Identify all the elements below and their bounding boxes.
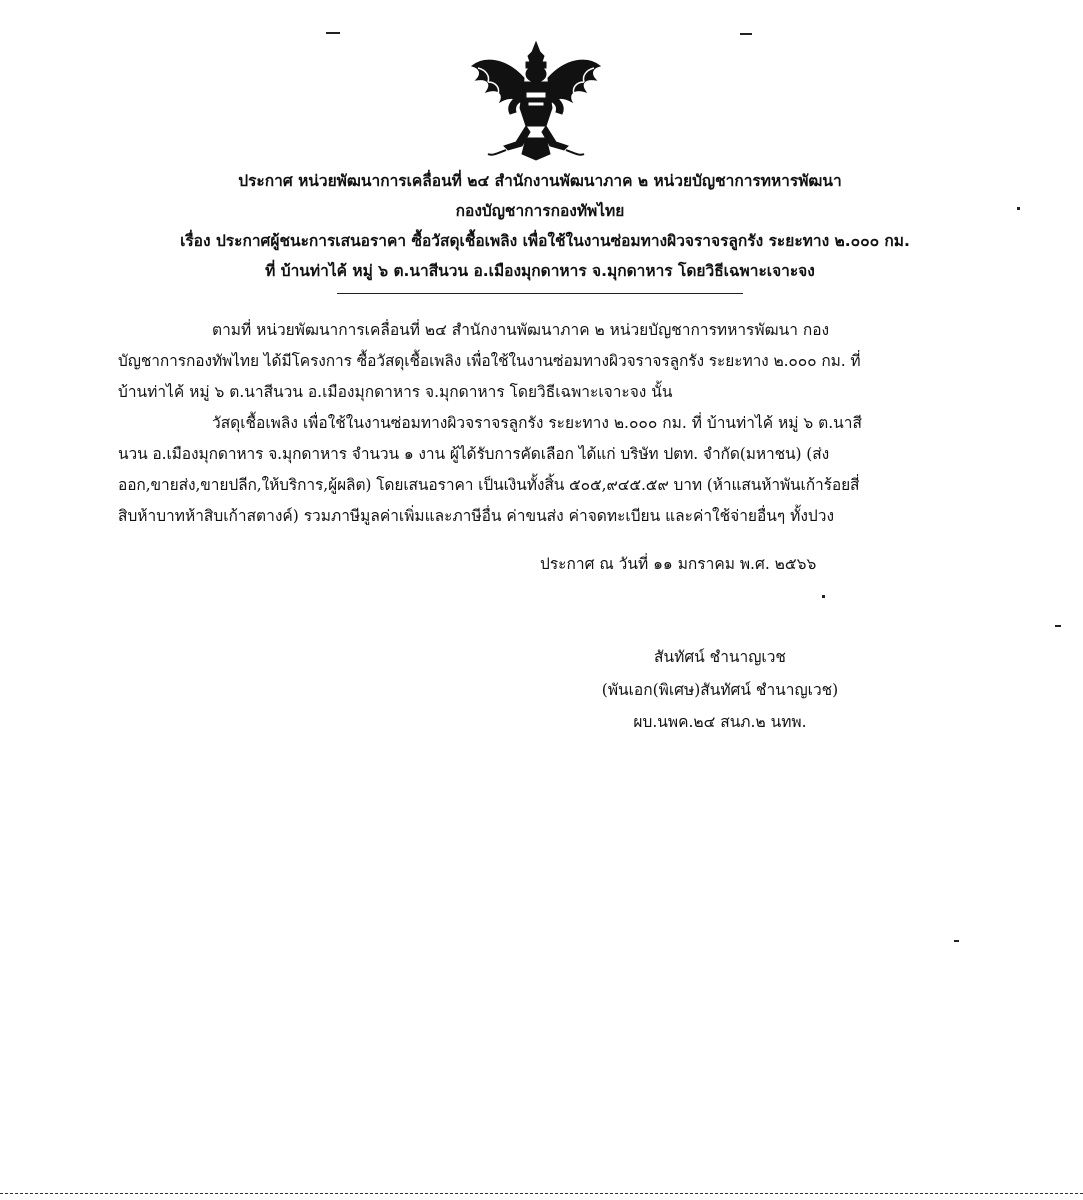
header-divider — [337, 293, 743, 294]
header-line-1: ประกาศ หน่วยพัฒนาการเคลื่อนที่ ๒๔ สำนักงานพัฒนาภาค ๒ หน่วยบัญชาการทหารพัฒนา — [238, 172, 842, 190]
scan-speck — [822, 595, 825, 598]
paragraph-line: วัสดุเชื้อเพลิง เพื่อใช้ในงานซ่อมทางผิวจราจรลูกรัง ระยะทาง ๒.๐๐๐ กม. ที่ บ้านท่าไค้ หมู่ ๖ ต.นาสี — [212, 414, 862, 432]
paragraph-line: ตามที่ หน่วยพัฒนาการเคลื่อนที่ ๒๔ สำนักงานพัฒนาภาค ๒ หน่วยบัญชาการทหารพัฒนา กอง — [212, 321, 830, 339]
signer-name: สันทัศน์ ชำนาญเวช — [654, 648, 786, 666]
paragraph-line: บ้านท่าไค้ หมู่ ๖ ต.นาสีนวน อ.เมืองมุกดาหาร จ.มุกดาหาร โดยวิธีเฉพาะเจาะจง นั้น — [118, 383, 673, 401]
scan-speck — [1017, 207, 1020, 210]
signer-full-name: (พันเอก(พิเศษ)สันทัศน์ ชำนาญเวช) — [601, 681, 839, 699]
bottom-edge-rule — [0, 1193, 1083, 1194]
scan-speck — [740, 33, 752, 35]
signer-position: ผบ.นพค.๒๔ สนภ.๒ นทพ. — [633, 713, 807, 731]
paragraph-line: สิบห้าบาทห้าสิบเก้าสตางค์) รวมภาษีมูลค่าเพิ่มและภาษีอื่น ค่าขนส่ง ค่าจดทะเบียน และค่าใช้จ่ายอื่นๆ ทั้งปวง — [118, 507, 835, 525]
body-paragraph-1 — [118, 315, 948, 408]
header-location-line: ที่ บ้านท่าไค้ หมู่ ๖ ต.นาสีนวน อ.เมืองมุกดาหาร จ.มุกดาหาร โดยวิธีเฉพาะเจาะจง — [265, 262, 815, 280]
scan-speck — [1055, 625, 1061, 627]
header-line-2: กองบัญชาการกองทัพไทย — [455, 202, 625, 220]
scan-speck — [326, 32, 340, 34]
header-subject-line: เรื่อง ประกาศผู้ชนะการเสนอราคา ซื้อวัสดุเชื้อเพลิง เพื่อใช้ในงานซ่อมทางผิวจราจรลูกรัง ระยะทาง ๒.๐๐๐ กม. — [180, 232, 910, 250]
garuda-emblem-icon — [466, 38, 606, 162]
body-paragraph-2 — [118, 408, 948, 532]
paragraph-line: นวน อ.เมืองมุกดาหาร จ.มุกดาหาร จำนวน ๑ งาน ผู้ได้รับการคัดเลือก ได้แก่ บริษัท ปตท. จำกัด(มหาชน) (ส่ง — [118, 445, 830, 463]
announcement-date: ประกาศ ณ วันที่ ๑๑ มกราคม พ.ศ. ๒๕๖๖ — [540, 555, 817, 573]
paragraph-line: ออก,ขายส่ง,ขายปลีก,ให้บริการ,ผู้ผลิต) โดยเสนอราคา เป็นเงินทั้งสิ้น ๕๐๕,๙๔๕.๕๙ บาท (ห้าแสนห้าพันเก้าร้อยสี่ — [118, 476, 860, 494]
scan-speck — [954, 940, 959, 942]
paragraph-line: บัญชาการกองทัพไทย ได้มีโครงการ ซื้อวัสดุเชื้อเพลิง เพื่อใช้ในงานซ่อมทางผิวจราจรลูกรัง ระยะทาง ๒.๐๐๐ กม. ที่ — [118, 352, 861, 370]
